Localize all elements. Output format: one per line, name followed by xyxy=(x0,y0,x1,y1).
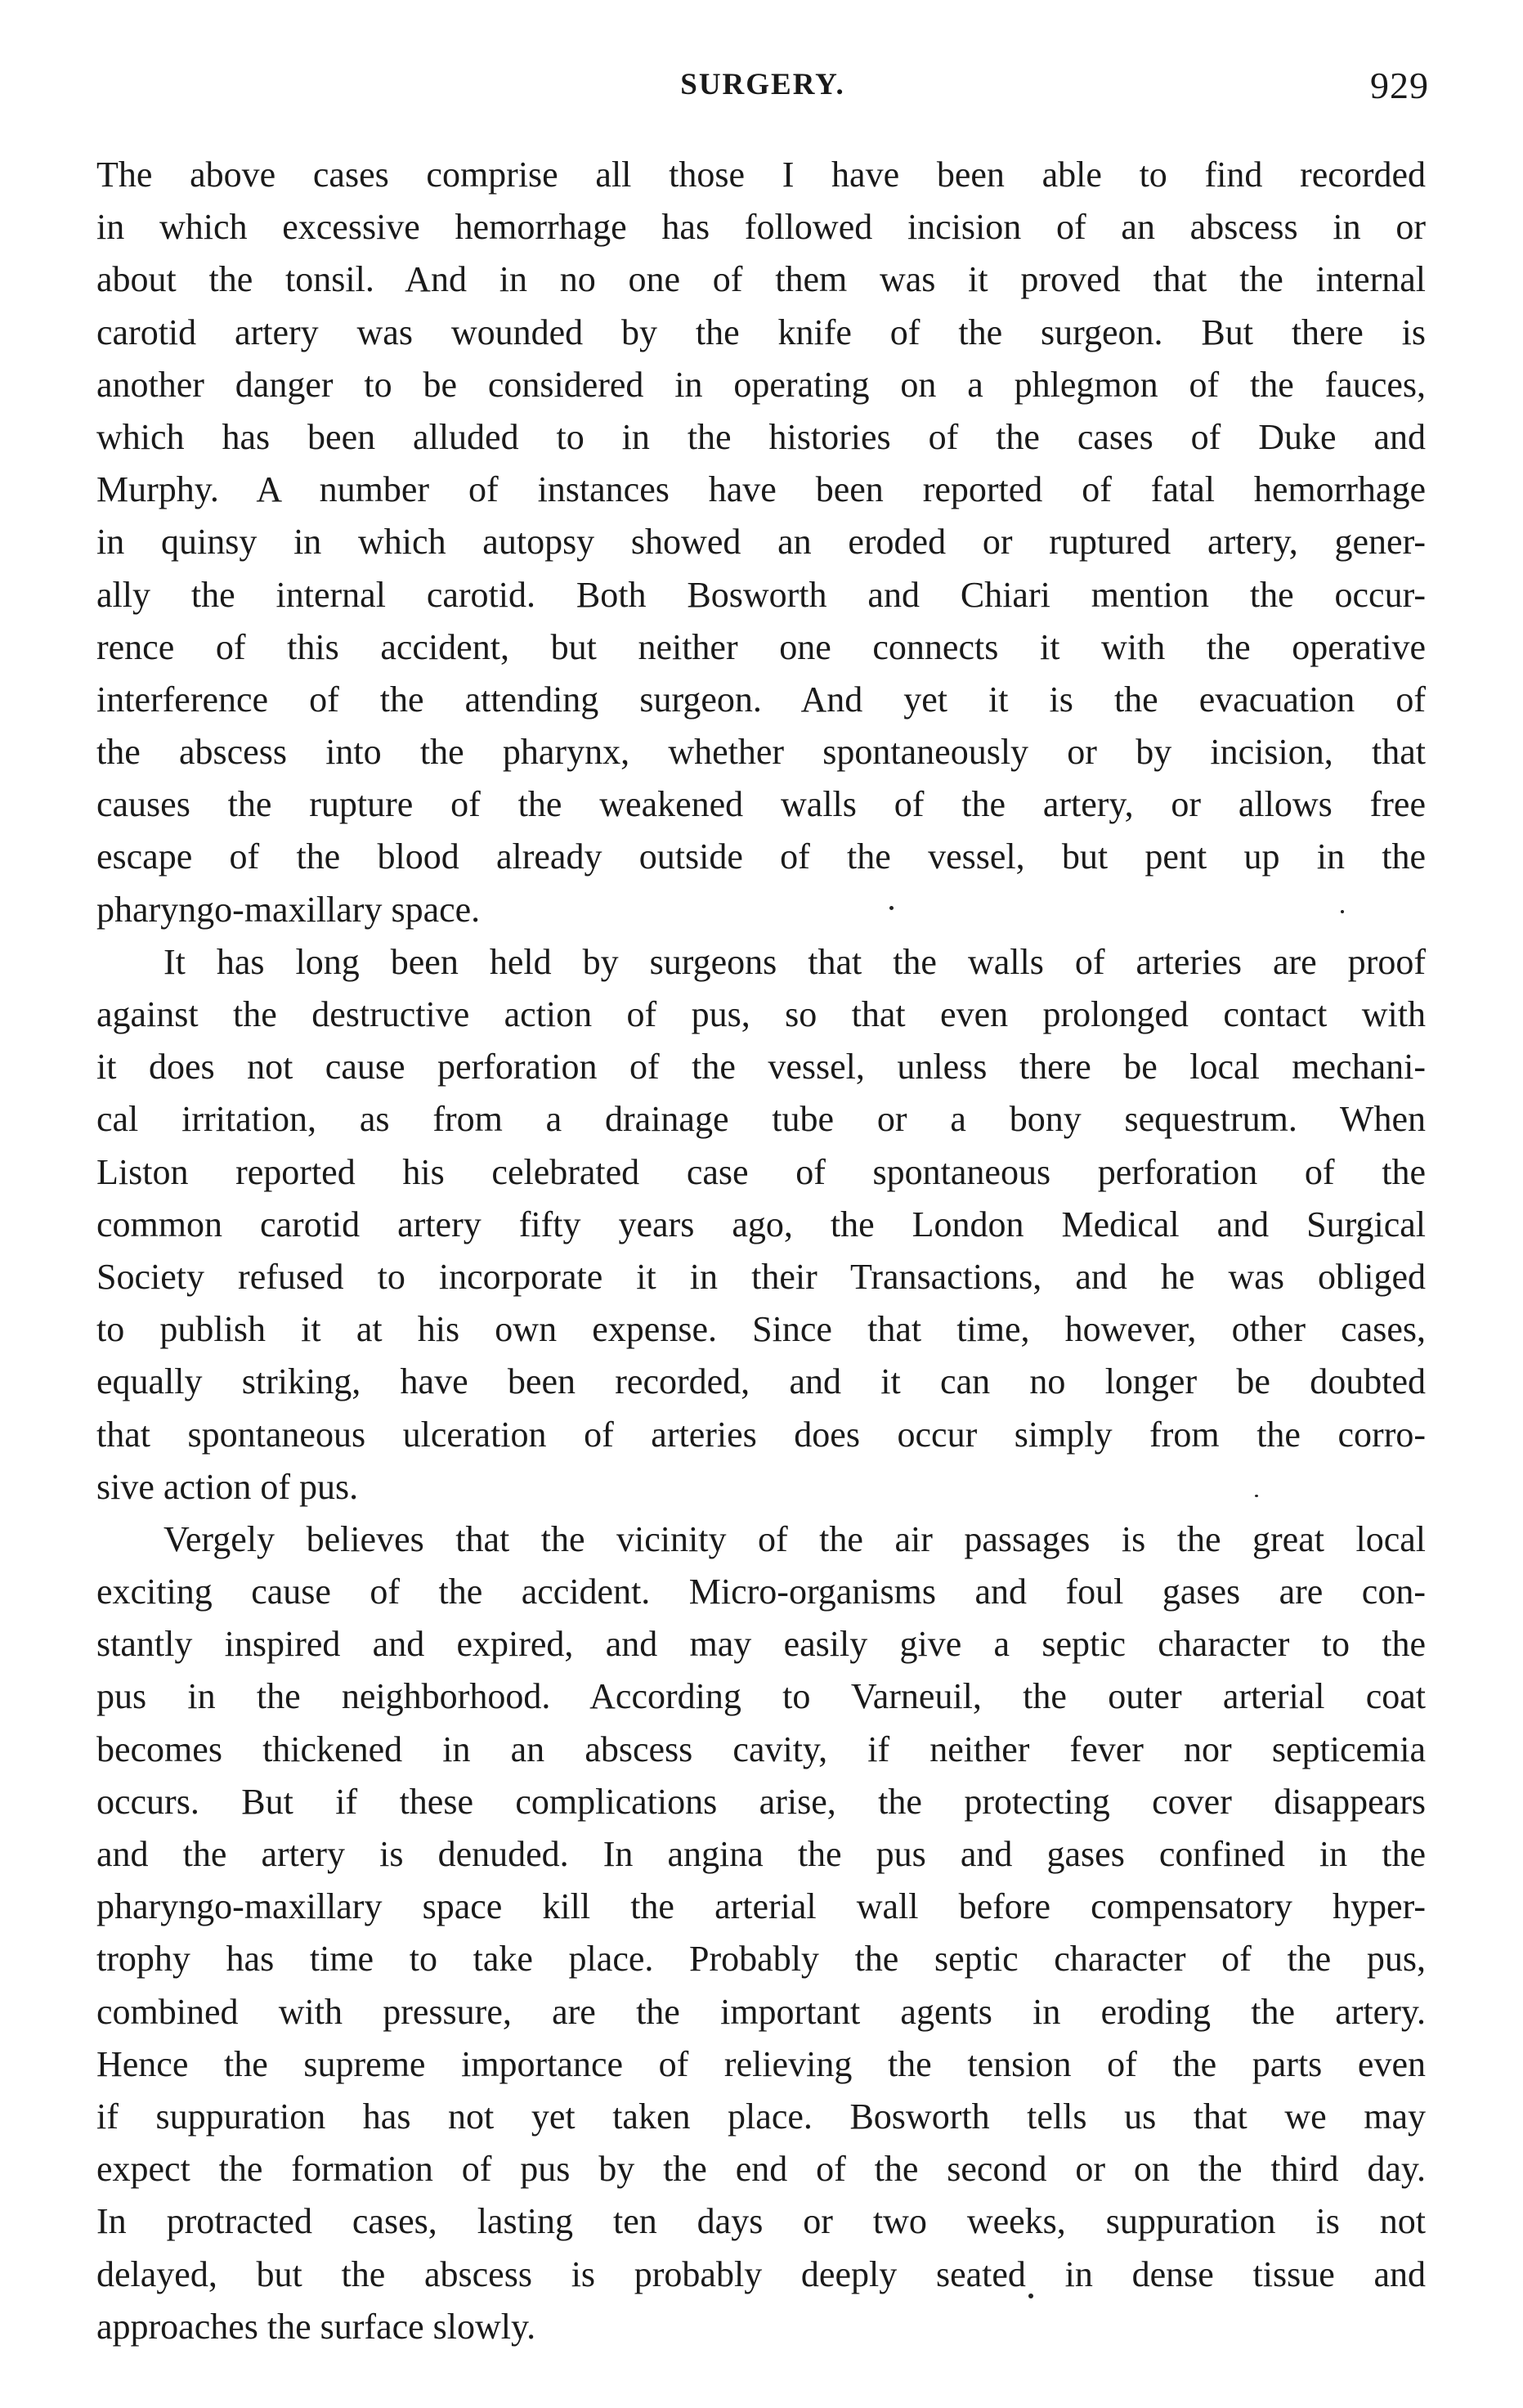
running-head xyxy=(96,67,1429,116)
text-line: pharyngo-maxillary space. xyxy=(96,889,481,930)
text-line: equally striking, have been recorded, and it can no longer be doubted xyxy=(96,1361,1426,1402)
scan-speck xyxy=(889,906,894,910)
text-line: another danger to be considered in operating on a phlegmon of the fauces, xyxy=(96,364,1426,405)
text-line: common carotid artery fifty years ago, the London Medical and Surgical xyxy=(96,1204,1426,1244)
text-line: escape of the blood already outside of the vessel, but pent up in the xyxy=(96,836,1426,877)
text-line: ally the internal carotid. Both Bosworth and Chiari mention the occur- xyxy=(96,574,1426,615)
scan-speck xyxy=(1255,1495,1258,1497)
text-line: delayed, but the abscess is probably deeply seated in dense tissue and xyxy=(96,2253,1426,2294)
paragraph-3 xyxy=(96,1513,1426,2353)
paragraph-2 xyxy=(96,936,1426,1513)
page-number: 929 xyxy=(1370,65,1429,106)
text-line: pus in the neighborhood. According to Varneuil, the outer arterial coat xyxy=(96,1676,1426,1717)
text-line: occurs. But if these complications arise, the protecting cover disappears xyxy=(96,1781,1426,1822)
text-line: and the artery is denuded. In angina the pus and gases confined in the xyxy=(96,1834,1426,1874)
text-line: expect the formation of pus by the end of the second or on the third day. xyxy=(96,2149,1426,2190)
text-line: it does not cause perforation of the vessel, unless there be local mechani- xyxy=(96,1047,1426,1087)
text-line: Vergely believes that the vicinity of the air passages is the great local xyxy=(163,1518,1426,1559)
text-line: stantly inspired and expired, and may easily give a septic character to the xyxy=(96,1624,1426,1665)
text-line: In protracted cases, lasting ten days or two weeks, suppuration is not xyxy=(96,2201,1426,2242)
text-line: that spontaneous ulceration of arteries does occur simply from the corro- xyxy=(96,1414,1426,1455)
text-line: causes the rupture of the weakened walls of the artery, or allows free xyxy=(96,784,1426,825)
text-line: Liston reported his celebrated case of spontaneous perforation of the xyxy=(96,1151,1426,1192)
text-line: to publish it at his own expense. Since that time, however, other cases, xyxy=(96,1309,1426,1350)
text-line: Hence the supreme importance of relieving the tension of the parts even xyxy=(96,2043,1426,2084)
text-line: approaches the surface slowly. xyxy=(96,2306,536,2347)
text-line: interference of the attending surgeon. And yet it is the evacuation of xyxy=(96,679,1426,720)
text-line: in quinsy in which autopsy showed an eroded or ruptured artery, gener- xyxy=(96,522,1426,563)
text-line: The above cases comprise all those I have been able to find recorded xyxy=(96,155,1426,195)
text-line: Murphy. A number of instances have been reported of fatal hemorrhage xyxy=(96,469,1426,510)
text-line: It has long been held by surgeons that the walls of arteries are proof xyxy=(163,941,1426,982)
running-title: SURGERY. xyxy=(680,68,845,101)
scan-speck xyxy=(1341,910,1344,913)
paragraph-1 xyxy=(96,149,1426,936)
text-line: which has been alluded to in the histories of the cases of Duke and xyxy=(96,416,1426,457)
body-text xyxy=(96,149,1426,2353)
text-line: trophy has time to take place. Probably the septic character of the pus, xyxy=(96,1939,1426,1980)
text-line: against the destructive action of pus, so that even prolonged contact with xyxy=(96,994,1426,1034)
text-line: becomes thickened in an abscess cavity, if neither fever nor septicemia xyxy=(96,1729,1426,1769)
text-line: carotid artery was wounded by the knife of the surgeon. But there is xyxy=(96,312,1426,352)
text-line: if suppuration has not yet taken place. Bosworth tells us that we may xyxy=(96,2096,1426,2137)
text-line: the abscess into the pharynx, whether spontaneously or by incision, that xyxy=(96,732,1426,773)
text-line: exciting cause of the accident. Micro-organisms and foul gases are con- xyxy=(96,1572,1426,1612)
scan-speck xyxy=(1028,2294,1033,2298)
text-line: pharyngo-maxillary space kill the arterial wall before compensatory hyper- xyxy=(96,1886,1426,1927)
text-line: in which excessive hemorrhage has followed incision of an abscess in or xyxy=(96,207,1426,248)
text-line: rence of this accident, but neither one connects it with the operative xyxy=(96,626,1426,667)
text-line: cal irritation, as from a drainage tube or a bony sequestrum. When xyxy=(96,1099,1426,1140)
text-line: sive action of pus. xyxy=(96,1466,359,1507)
text-line: Society refused to incorporate it in their Transactions, and he was obliged xyxy=(96,1256,1426,1297)
text-line: combined with pressure, are the important agents in eroding the artery. xyxy=(96,1991,1426,2032)
text-line: about the tonsil. And in no one of them was it proved that the internal xyxy=(96,259,1426,300)
